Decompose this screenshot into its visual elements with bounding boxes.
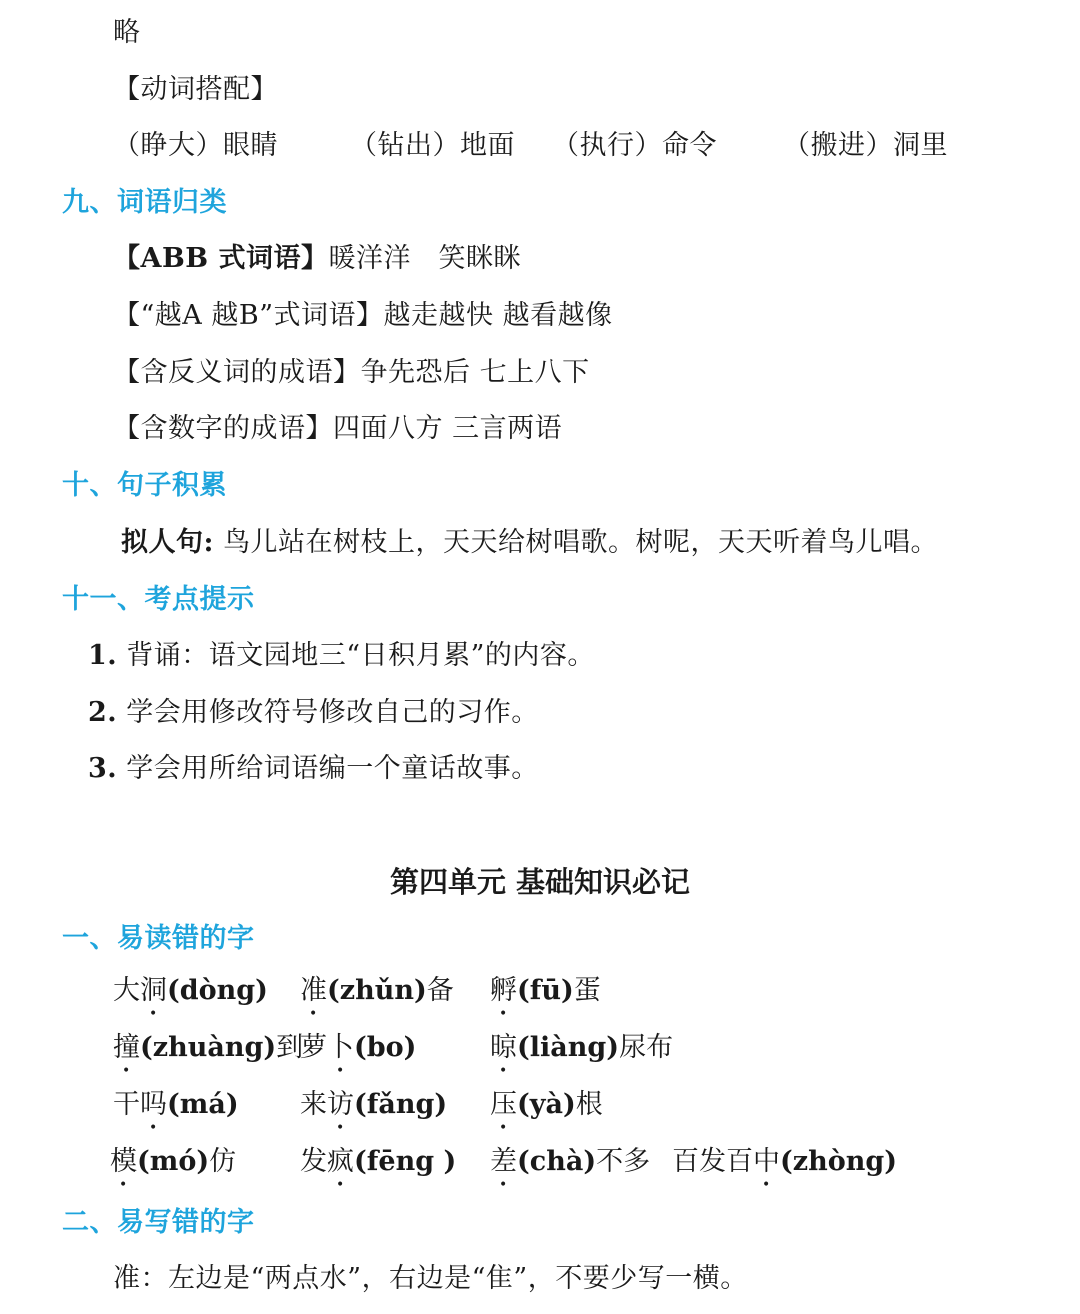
word-suffix: 根: [575, 1089, 603, 1120]
target-char: 模: [110, 1146, 137, 1177]
pinyin: (yà): [517, 1089, 576, 1120]
pinyin: (mó): [137, 1146, 210, 1177]
section-heading-11: 十一、考点提示: [62, 584, 255, 615]
target-char: 卜: [327, 1032, 354, 1063]
target-char: 中: [753, 1146, 780, 1177]
verb-pair: （钻出）地面: [350, 130, 515, 161]
pinyin-word: [672, 1145, 897, 1193]
pinyin-word: [113, 974, 268, 1022]
exam-point-item: [88, 752, 539, 786]
exam-point-item: [88, 696, 539, 730]
pinyin-word: [113, 1031, 303, 1079]
section-heading-9: 九、词语归类: [62, 187, 227, 218]
exam-point-item: [88, 639, 595, 673]
word-prefix: 发: [300, 1146, 327, 1177]
verb-pair: （执行）命令: [552, 130, 717, 161]
target-char: 疯: [327, 1146, 354, 1177]
word-prefix: 干: [113, 1089, 140, 1120]
pinyin: (zhuàng): [140, 1032, 277, 1063]
target-char: 洞: [140, 975, 167, 1006]
word-suffix: 蛋: [573, 975, 601, 1006]
pinyin: (liàng): [517, 1032, 620, 1063]
word-category-label: 【含数字的成语】: [113, 413, 333, 444]
pinyin-word: [300, 974, 454, 1022]
sentence-text: 鸟儿站在树枝上，天天给树唱歌。树呢，天天听着鸟儿唱。: [223, 527, 939, 558]
word-suffix: 仿: [209, 1146, 237, 1177]
exam-point-number: 3.: [88, 753, 118, 784]
pinyin-word: [110, 1145, 236, 1193]
word-category-row: [113, 356, 590, 390]
target-char: 差: [490, 1146, 517, 1177]
pinyin-word: [300, 1145, 456, 1193]
exam-point-number: 2.: [88, 697, 118, 728]
sentence-label: 拟人句:: [121, 527, 214, 558]
unit-title: 第四单元 基础知识必记: [389, 865, 691, 899]
pinyin-word: [490, 974, 601, 1022]
pinyin: (dòng): [167, 975, 268, 1006]
pinyin: (bo): [354, 1032, 417, 1063]
word-category-label: 【含反义词的成语】: [113, 357, 361, 388]
target-char: 压: [490, 1089, 517, 1120]
word-suffix: 到: [276, 1032, 304, 1063]
word-category-text: 越走越快 越看越像: [383, 300, 613, 331]
pinyin: (má): [167, 1089, 239, 1120]
verb-pair: （搬进）洞里: [783, 130, 948, 161]
pinyin-word: [113, 1088, 239, 1136]
pinyin-word: [300, 1088, 447, 1136]
target-char: 撞: [113, 1032, 140, 1063]
top-fragment: 略: [113, 17, 141, 48]
word-category-row: [113, 412, 562, 446]
word-category-text: 四面八方 三言两语: [333, 413, 563, 444]
target-char: 准: [300, 975, 327, 1006]
target-char: 晾: [490, 1032, 517, 1063]
exam-point-text: 学会用所给词语编一个童话故事。: [126, 753, 539, 784]
word-prefix: 萝: [300, 1032, 327, 1063]
word-prefix: 大: [113, 975, 140, 1006]
sentence-line: [121, 526, 938, 560]
word-suffix: 不多: [596, 1146, 651, 1177]
word-category-label: 【“越A 越B”式词语】: [113, 300, 384, 331]
pinyin: (zhǔn): [327, 975, 427, 1006]
section-heading-easy-write: 二、易写错的字: [62, 1207, 255, 1238]
word-category-row: [113, 299, 613, 333]
exam-point-text: 背诵：语文园地三“日积月累”的内容。: [126, 640, 595, 671]
section-heading-easy-read: 一、易读错的字: [62, 923, 255, 954]
pinyin-word: [490, 1088, 603, 1136]
target-char: 孵: [490, 975, 517, 1006]
word-prefix: 百发百: [672, 1146, 753, 1177]
word-prefix: 来: [300, 1089, 327, 1120]
easy-write-line: 准：左边是“两点水”，右边是“隹”，不要少写一横。: [113, 1263, 748, 1294]
word-suffix: 备: [426, 975, 454, 1006]
word-category-text: 争先恐后 七上八下: [360, 357, 590, 388]
section-heading-10: 十、句子积累: [62, 470, 227, 501]
pinyin: (zhòng): [780, 1146, 898, 1177]
verb-collocation-label: 【动词搭配】: [113, 74, 278, 105]
pinyin-word: [300, 1031, 416, 1079]
word-category-text: 暖洋洋 笑眯眯: [328, 243, 521, 274]
target-char: 访: [327, 1089, 354, 1120]
word-suffix: 尿布: [619, 1032, 674, 1063]
word-category-label: 【ABB 式词语】: [113, 243, 329, 274]
pinyin: (fēng ): [354, 1146, 457, 1177]
pinyin-word: [490, 1145, 650, 1193]
word-category-row: [113, 242, 521, 276]
pinyin: (fū): [517, 975, 574, 1006]
pinyin: (chà): [517, 1146, 597, 1177]
exam-point-text: 学会用修改符号修改自己的习作。: [126, 697, 539, 728]
exam-point-number: 1.: [88, 640, 118, 671]
pinyin-word: [490, 1031, 673, 1079]
verb-pair: （睁大）眼睛: [113, 130, 278, 161]
target-char: 吗: [140, 1089, 167, 1120]
pinyin: (fǎng): [354, 1089, 448, 1120]
